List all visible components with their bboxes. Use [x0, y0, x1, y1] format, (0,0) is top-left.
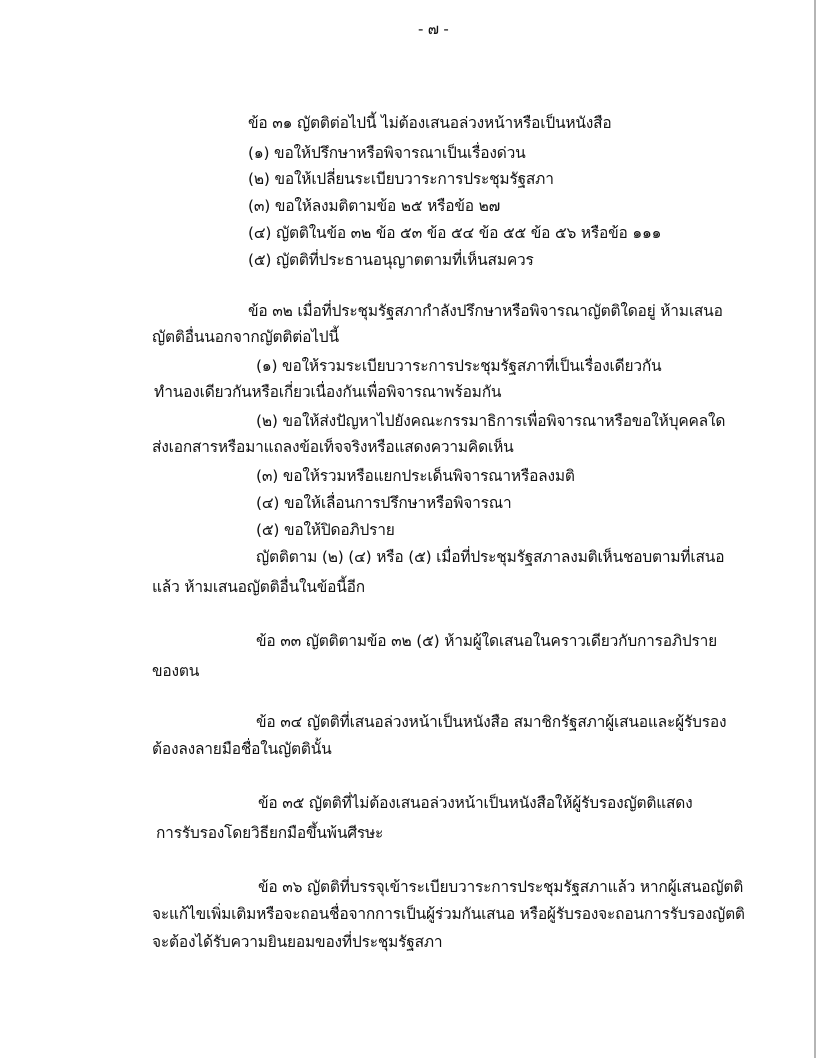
article-35-heading: ข้อ ๓๕ ญัตติที่ไม่ต้องเสนอล่วงหน้าเป็นหนังสือให้ผู้รับรองญัตติแสดง: [258, 794, 693, 812]
article-32-note-cont: แล้ว ห้ามเสนอญัตติอื่นในข้อนี้อีก: [152, 578, 365, 596]
article-35-heading-cont: การรับรองโดยวิธียกมือขึ้นพ้นศีรษะ: [156, 824, 384, 842]
article-32-note: ญัตติตาม (๒) (๔) หรือ (๕) เมื่อที่ประชุมรัฐสภาลงมติเห็นชอบตามที่เสนอ: [256, 548, 725, 566]
article-32-item-1: (๑) ขอให้รวมระเบียบวาระการประชุมรัฐสภาที่เป็นเรื่องเดียวกัน: [256, 357, 662, 375]
article-34-heading-cont: ต้องลงลายมือชื่อในญัตตินั้น: [152, 740, 332, 758]
article-31-heading: ข้อ ๓๑ ญัตติต่อไปนี้ ไม่ต้องเสนอล่วงหน้าหรือเป็นหนังสือ: [248, 114, 612, 132]
article-33-heading: ข้อ ๓๓ ญัตติตามข้อ ๓๒ (๕) ห้ามผู้ใดเสนอในคราวเดียวกับการอภิปราย: [256, 632, 718, 650]
article-31-item-3: (๓) ขอให้ลงมติตามข้อ ๒๕ หรือข้อ ๒๗: [248, 197, 501, 215]
article-31-item-4: (๔) ญัตติในข้อ ๓๒ ข้อ ๕๓ ข้อ ๕๔ ข้อ ๕๕ ข้อ ๕๖ หรือข้อ ๑๑๑: [248, 224, 662, 242]
article-31-item-5: (๕) ญัตติที่ประธานอนุญาตตามที่เห็นสมควร: [248, 251, 534, 269]
article-36-heading: ข้อ ๓๖ ญัตติที่บรรจุเข้าระเบียบวาระการประชุมรัฐสภาแล้ว หากผู้เสนอญัตติ: [258, 878, 744, 896]
page-number: - ๗ -: [418, 20, 449, 38]
article-36-heading-cont-2: จะต้องได้รับความยินยอมของที่ประชุมรัฐสภา: [152, 933, 443, 951]
article-32-item-5: (๕) ขอให้ปิดอภิปราย: [256, 521, 395, 539]
article-32-item-4: (๔) ขอให้เลื่อนการปรึกษาหรือพิจารณา: [256, 494, 512, 512]
article-36-heading-cont: จะแก้ไขเพิ่มเติมหรือจะถอนชื่อจากการเป็นผู้ร่วมกันเสนอ หรือผู้รับรองจะถอนการรับรองญัตติ: [152, 905, 745, 923]
article-32-heading: ข้อ ๓๒ เมื่อที่ประชุมรัฐสภากำลังปรึกษาหรือพิจารณาญัตติใดอยู่ ห้ามเสนอ: [248, 302, 723, 320]
article-32-item-1-cont: ทำนองเดียวกันหรือเกี่ยวเนื่องกันเพื่อพิจารณาพร้อมกัน: [154, 383, 502, 401]
article-34-heading: ข้อ ๓๔ ญัตติที่เสนอล่วงหน้าเป็นหนังสือ สมาชิกรัฐสภาผู้เสนอและผู้รับรอง: [256, 713, 727, 731]
article-33-heading-cont: ของตน: [152, 662, 200, 680]
article-32-item-2: (๒) ขอให้ส่งปัญหาไปยังคณะกรรมาธิการเพื่อพิจารณาหรือขอให้บุคคลใด: [256, 412, 726, 430]
article-31-item-1: (๑) ขอให้ปรึกษาหรือพิจารณาเป็นเรื่องด่วน: [248, 144, 526, 162]
article-32-item-3: (๓) ขอให้รวมหรือแยกประเด็นพิจารณาหรือลงมติ: [256, 467, 575, 485]
article-31-item-2: (๒) ขอให้เปลี่ยนระเบียบวาระการประชุมรัฐสภา: [248, 170, 554, 188]
article-32-item-2-cont: ส่งเอกสารหรือมาแถลงข้อเท็จจริงหรือแสดงความคิดเห็น: [152, 438, 514, 456]
article-32-heading-cont: ญัตติอื่นนอกจากญัตติต่อไปนี้: [152, 328, 339, 346]
